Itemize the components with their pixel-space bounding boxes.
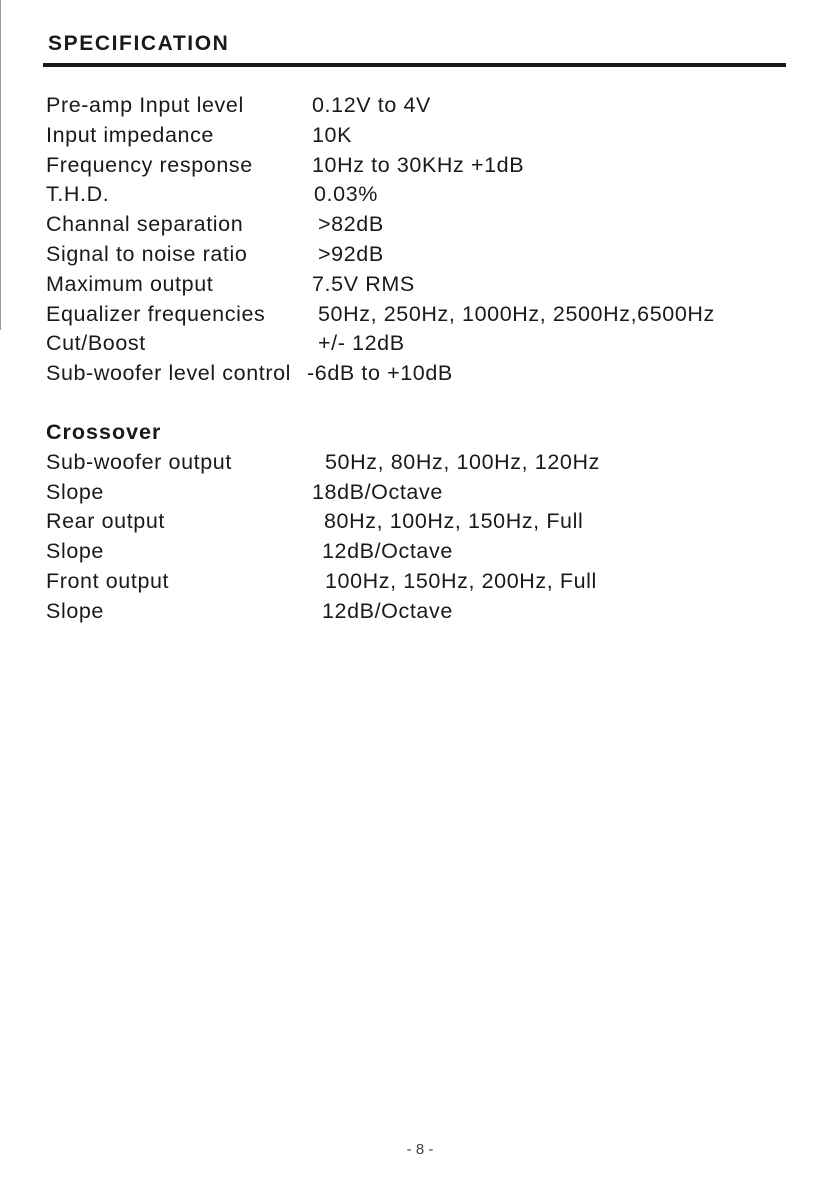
title-underline — [43, 63, 786, 67]
spec-label: Sub-woofer output — [46, 449, 232, 474]
spec-label: Channal separation — [46, 212, 244, 237]
crossover-section — [46, 418, 786, 627]
spec-row — [46, 210, 786, 240]
spec-label: Equalizer frequencies — [46, 301, 266, 326]
spec-label: Slope — [46, 479, 104, 504]
page-number: - 8 - — [406, 1141, 434, 1158]
spec-row — [46, 91, 786, 121]
spec-value: -6dB to +10dB — [307, 361, 453, 386]
spec-label: Signal to noise ratio — [46, 241, 248, 266]
spec-label: Pre-amp Input level — [46, 93, 244, 117]
spec-label: Slope — [46, 598, 104, 623]
page-edge — [0, 0, 1, 330]
spec-row — [46, 567, 786, 597]
spec-label: Front output — [46, 568, 170, 593]
spec-row — [46, 240, 786, 270]
spec-label: Cut/Boost — [46, 331, 146, 356]
spec-row — [46, 151, 786, 181]
section-heading: Crossover — [46, 420, 162, 444]
spec-row — [46, 597, 786, 627]
spec-value: 7.5V RMS — [312, 271, 415, 296]
spec-row — [46, 300, 786, 330]
spec-label: Sub-woofer level control — [46, 361, 292, 386]
spec-value: 12dB/Octave — [322, 598, 453, 623]
spec-row — [46, 180, 786, 210]
spec-row — [46, 537, 786, 567]
spec-value: 50Hz, 80Hz, 100Hz, 120Hz — [325, 449, 600, 474]
spec-value: 10K — [312, 122, 353, 147]
spec-label: T.H.D. — [46, 182, 110, 207]
spec-label: Maximum output — [46, 271, 214, 296]
spec-value: 12dB/Octave — [322, 539, 453, 564]
spec-value: +/- 12dB — [318, 331, 405, 356]
spec-value: 100Hz, 150Hz, 200Hz, Full — [325, 568, 597, 593]
spec-value: 18dB/Octave — [312, 479, 443, 504]
page-title: SPECIFICATION — [48, 32, 230, 55]
spec-value: 80Hz, 100Hz, 150Hz, Full — [324, 509, 584, 534]
spec-value: 10Hz to 30KHz +1dB — [312, 152, 525, 177]
spec-label: Rear output — [46, 509, 165, 534]
spec-label: Frequency response — [46, 152, 253, 177]
spec-row — [46, 507, 786, 537]
spec-value: 50Hz, 250Hz, 1000Hz, 2500Hz,6500Hz — [318, 301, 715, 326]
spec-label: Input impedance — [46, 122, 214, 147]
specification-list — [46, 91, 786, 389]
spec-row — [46, 121, 786, 151]
spec-value: >92dB — [318, 241, 384, 266]
spec-row — [46, 270, 786, 300]
spec-row — [46, 359, 786, 389]
spec-value: 0.12V to 4V — [312, 93, 431, 117]
spec-row — [46, 329, 786, 359]
spec-row — [46, 448, 786, 478]
spec-row — [46, 478, 786, 508]
spec-value: >82dB — [318, 212, 384, 237]
spec-label: Slope — [46, 539, 104, 564]
spec-value: 0.03% — [314, 182, 378, 207]
